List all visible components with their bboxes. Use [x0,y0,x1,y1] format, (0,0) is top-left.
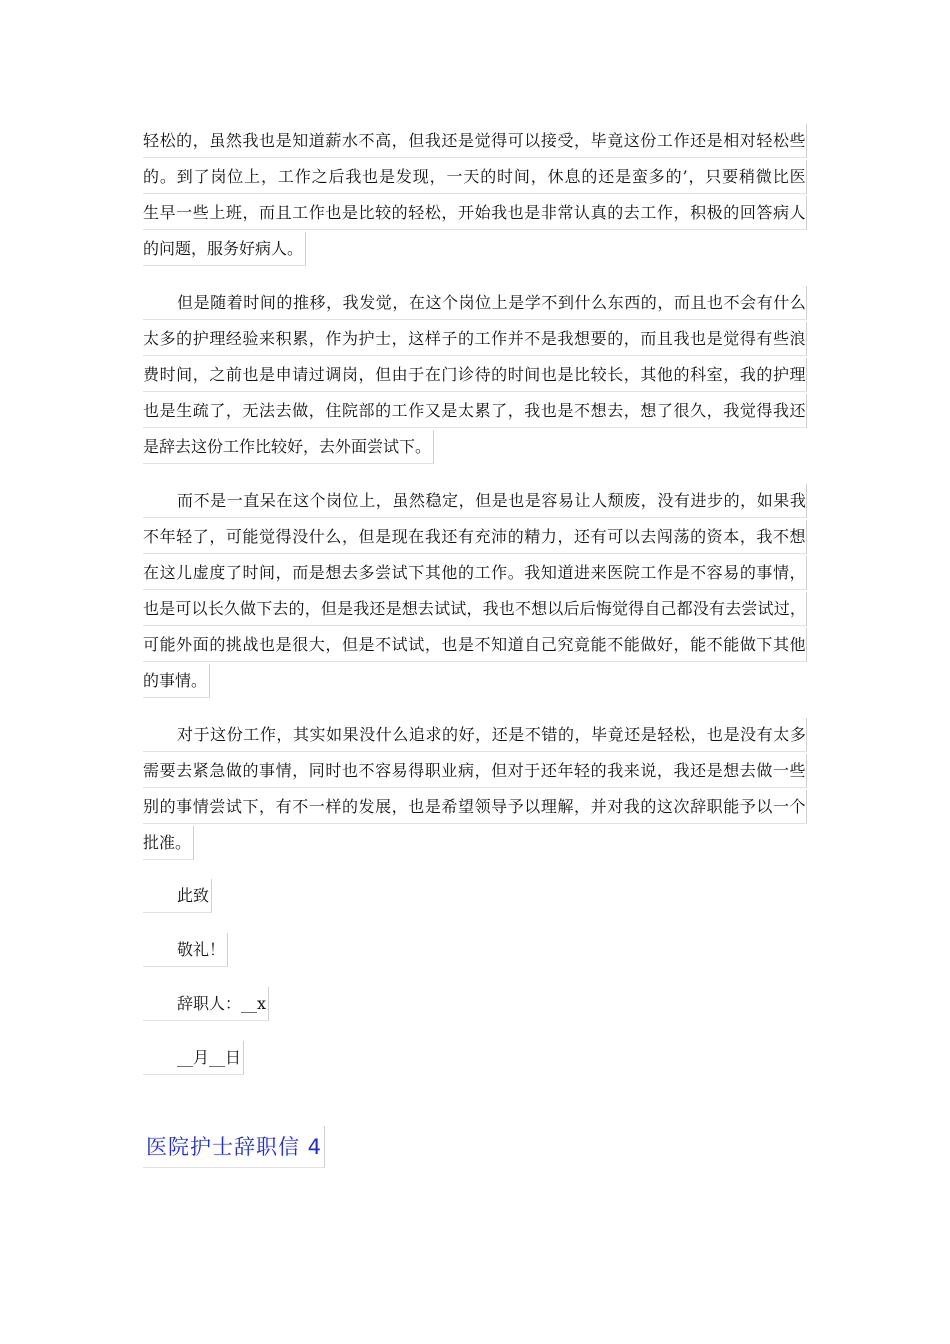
paragraph-3-line-6: 的事情。 [143,664,210,698]
paragraph-2-line-5: 是辞去这份工作比较好，去外面尝试下。 [143,430,434,464]
paragraph-1-line-1: 轻 松 的 ， 虽 然 我 也 是 知 道 薪 水 不 高 ， 但 我 还 是 觉 得 可 以 接 受 ， 毕 竟 这 份 工 作 还 是 相 对 轻 松 些 [143,124,807,158]
paragraph-3-line-2: 不 年 轻 了 ， 可 能 觉 得 没 什 么 ， 但 是 现 在 我 还 有 充 沛 的 精 力 ， 还 有 可 以 去 闯 荡 的 资 本 ， 我 不 想 [143,520,807,554]
paragraph-1-line-3: 生 早 一 些 上 班 ， 而 且 工 作 也 是 比 较 的 轻 松 ， 开 始 我 也 是 非 常 认 真 的 去 工 作 ， 积 极 的 回 答 病 人 [143,196,807,230]
paragraph-1-line-2: 的 。 到 了 岗 位 上 ， 工 作 之 后 我 也 是 发 现 ， 一 天 的 时 间 ， 休 息 的 还 是 蛮 多 的 ’ ， 只 要 稍 微 比 医 [143,160,807,194]
paragraph-3-line-1: 而 不 是 一 直 呆 在 这 个 岗 位 上 ， 虽 然 稳 定 ， 但 是 也 是 容 易 让 人 颓 废 ， 没 有 进 步 的 ， 如 果 我 [143,484,807,518]
paragraph-4-line-1: 对 于 这 份 工 作 ， 其 实 如 果 没 什 么 追 求 的 好 ， 还 是 不 错 的 ， 毕 竟 还 是 轻 松 ， 也 是 没 有 太 多 [143,718,807,752]
paragraph-2-line-3: 费 时 间 ， 之 前 也 是 申 请 过 调 岗 ， 但 由 于 在 门 诊 待 的 时 间 也 是 比 较 长 ， 其 他 的 科 室 ， 我 的 护 理 [143,358,807,392]
closing-date: __月__日 [143,1041,244,1075]
paragraph-3-line-4: 也 是 可 以 长 久 做 下 去 的 ， 但 是 我 还 是 想 去 试 试 ， 我 也 不 想 以 后 后 悔 觉 得 自 己 都 没 有 去 尝 试 过 ， [143,592,807,626]
paragraph-2-line-1: 但 是 随 着 时 间 的 推 移 ， 我 发 觉 ， 在 这 个 岗 位 上 是 学 不 到 什 么 东 西 的 ， 而 且 也 不 会 有 什 么 [143,286,807,320]
paragraph-2-line-2: 太 多 的 护 理 经 验 来 积 累 ， 作 为 护 士 ， 这 样 子 的 工 作 并 不 是 我 想 要 的 ， 而 且 我 也 是 觉 得 有 些 浪 [143,322,807,356]
paragraph-1-line-4: 的问题，服务好病人。 [143,232,306,266]
paragraph-3-line-3: 在 这 儿 虚 度 了 时 间 ， 而 是 想 去 多 尝 试 下 其 他 的 工 作 。 我 知 道 进 来 医 院 工 作 是 不 容 易 的 事 情 ， [143,556,807,590]
paragraph-4-line-3: 别 的 事 情 尝 试 下 ， 有 不 一 样 的 发 展 ， 也 是 希 望 领 导 予 以 理 解 ， 并 对 我 的 这 次 辞 职 能 予 以 一 个 [143,790,807,824]
closing-regards: 敬礼！ [143,933,228,967]
closing-salutation: 此致 [143,879,212,913]
section-title: 医院护士辞职信 4 [143,1126,325,1168]
paragraph-3-line-5: 可 能 外 面 的 挑 战 也 是 很 大 ， 但 是 不 试 试 ， 也 是 不 知 道 自 己 究 竟 能 不 能 做 好 ， 能 不 能 做 下 其 他 [143,628,807,662]
closing-signer: 辞职人：__x [143,987,269,1021]
paragraph-2-line-4: 也 是 生 疏 了 ， 无 法 去 做 ， 住 院 部 的 工 作 又 是 太 累 了 ， 我 也 是 不 想 去 ， 想 了 很 久 ， 我 觉 得 我 还 [143,394,807,428]
paragraph-4-line-4: 批准。 [143,826,194,860]
paragraph-4-line-2: 需 要 去 紧 急 做 的 事 情 ， 同 时 也 不 容 易 得 职 业 病 ， 但 对 于 还 年 轻 的 我 来 说 ， 我 还 是 想 去 做 一 些 [143,754,807,788]
